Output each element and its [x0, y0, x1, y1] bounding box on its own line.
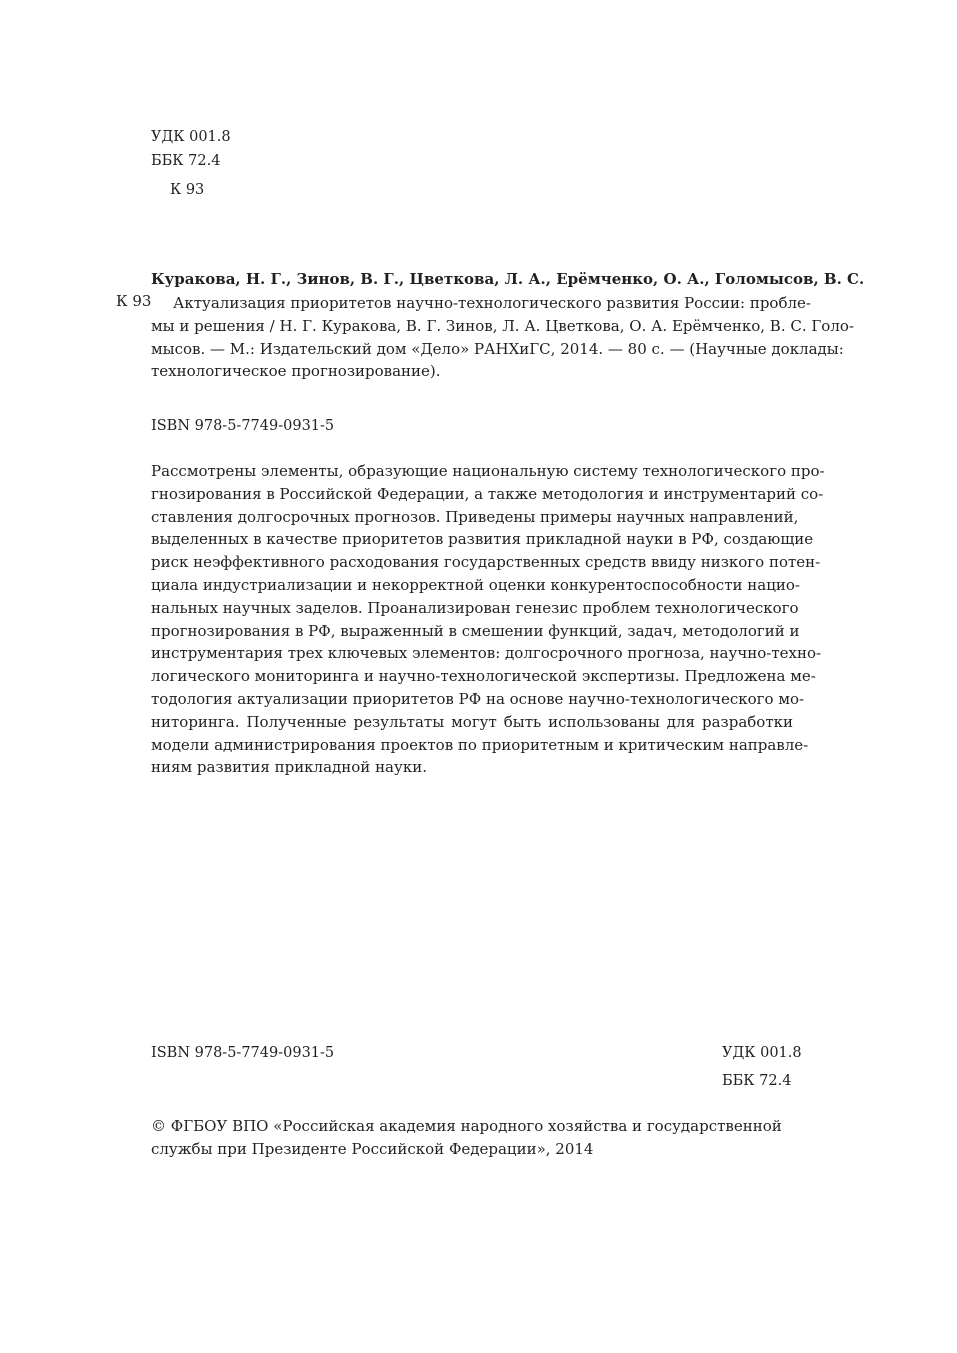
abstract-line: гнозирования в Российской Федерации, а также методология и инструментарий со-	[151, 484, 824, 503]
bbk-code-top: ББК 72.4	[151, 153, 221, 169]
abstract-line: тодология актуализации приоритетов РФ на основе научно-технологического мо-	[151, 689, 805, 708]
bibliographic-line: Актуализация приоритетов научно-технологического развития России: пробле-	[173, 294, 811, 312]
author-mark-top: К 93	[170, 182, 205, 198]
authors-heading: Куракова, Н. Г., Зинов, В. Г., Цветкова, Л. А., Ерёмченко, О. А., Голомысов, В. С.	[151, 270, 865, 288]
udk-code-bottom: УДК 001.8	[722, 1045, 802, 1061]
abstract-line: нальных научных заделов. Проанализирован генезис проблем технологического	[151, 598, 799, 617]
abstract-line: ниторинга. Полученные результаты могут быть использованы для разработки	[151, 712, 793, 731]
abstract-line: ставления долгосрочных прогнозов. Приведены примеры научных направлений,	[151, 507, 799, 526]
abstract-line: выделенных в качестве приоритетов развития прикладной науки в РФ, создающие	[151, 530, 814, 549]
abstract-line: ниям развития прикладной науки.	[151, 758, 427, 777]
abstract	[151, 460, 825, 779]
copyright-notice	[151, 1115, 793, 1161]
copyright-line: © ФГБОУ ВПО «Российская академия народного хозяйства и государственной	[151, 1117, 782, 1135]
bbk-code-bottom: ББК 72.4	[722, 1073, 792, 1089]
author-mark-margin: К 93	[116, 292, 152, 310]
abstract-line: риск неэффективного расходования государственных средств ввиду низкого потен-	[151, 553, 821, 572]
bibliographic-line: мысов. — М.: Издательский дом «Дело» РАНХиГС, 2014. — 80 с. — (Научные доклады:	[151, 339, 844, 358]
bibliographic-line: мы и решения / Н. Г. Куракова, В. Г. Зинов, Л. А. Цветкова, О. А. Ерёмченко, В. С. Голо-	[151, 316, 854, 335]
bibliographic-line: технологическое прогнозирование).	[151, 362, 441, 381]
isbn-bottom: ISBN 978-5-7749-0931-5	[151, 1045, 335, 1061]
udk-code-top: УДК 001.8	[151, 129, 231, 145]
abstract-line: Рассмотрены элементы, образующие национальную систему технологического про-	[151, 462, 825, 480]
abstract-line: инструментария трех ключевых элементов: долгосрочного прогноза, научно-техно-	[151, 644, 822, 663]
abstract-line: циала индустриализации и некорректной оценки конкурентоспособности нацио-	[151, 575, 800, 594]
abstract-line: логического мониторинга и научно-технологической экспертизы. Предложена ме-	[151, 667, 816, 686]
isbn-top: ISBN 978-5-7749-0931-5	[151, 418, 335, 434]
bibliographic-description	[151, 292, 854, 383]
abstract-line: прогнозирования в РФ, выраженный в смешении функций, задач, методологий и	[151, 621, 800, 640]
abstract-line: модели администрирования проектов по приоритетным и критическим направле-	[151, 735, 809, 754]
copyright-line: службы при Президенте Российской Федерации», 2014	[151, 1139, 594, 1158]
